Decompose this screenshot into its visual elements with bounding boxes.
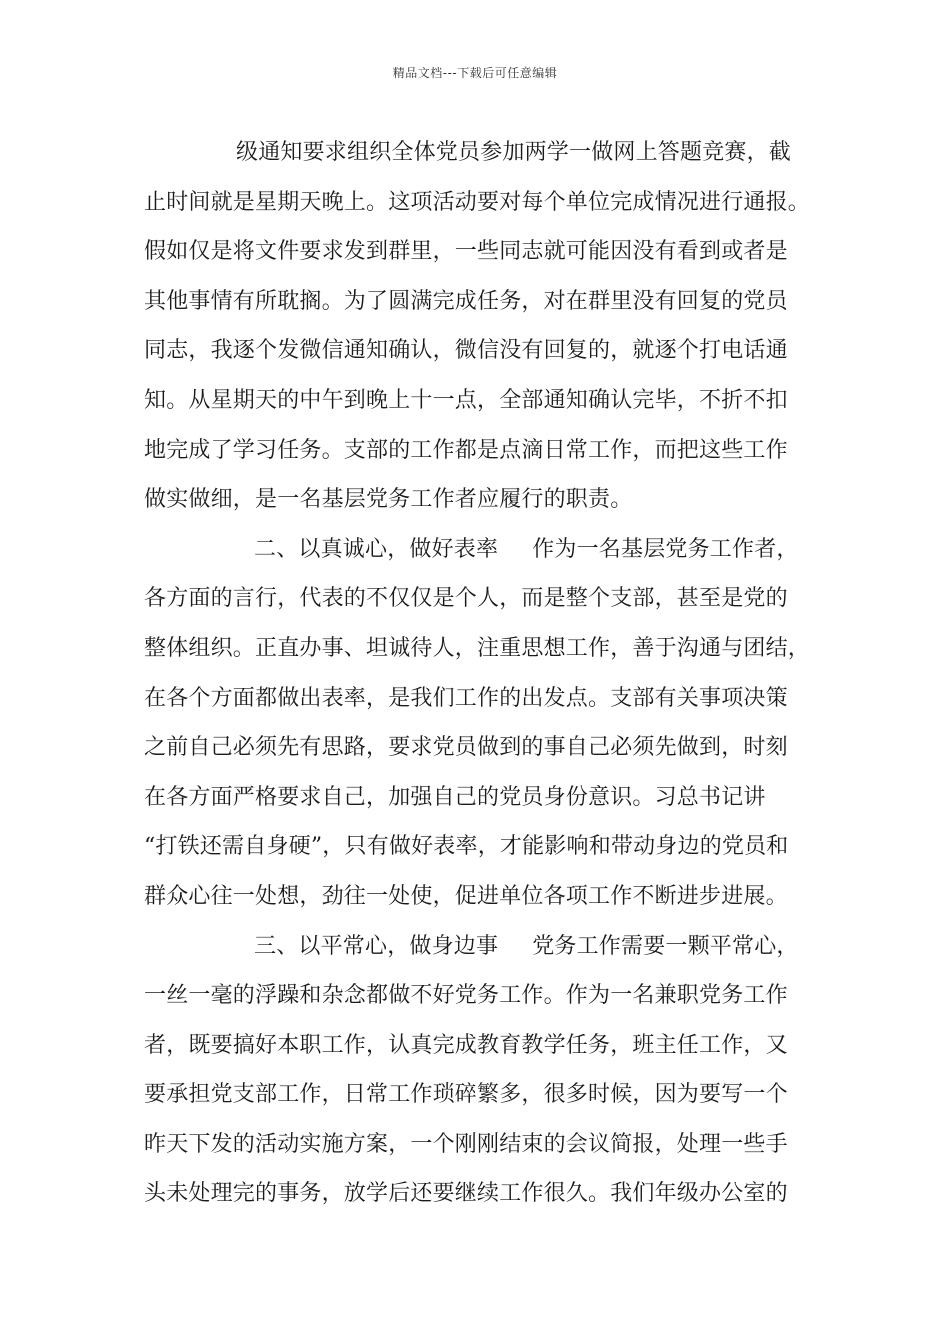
paragraph-line: 止时间就是星期天晚上。这项活动要对每个单位完成情况进行通报。	[144, 189, 811, 215]
paragraph-line: 各方面的言行，代表的不仅仅是个人，而是整个支部，甚至是党的	[144, 586, 788, 612]
paragraph-line: 做实做细，是一名基层党务工作者应履行的职责。	[144, 487, 633, 513]
paragraph-line: “打铁还需自身硬”，只有做好表率，才能影响和带动身边的党员和	[144, 834, 789, 860]
paragraph-line: 假如仅是将文件要求发到群里，一些同志就可能因没有看到或者是	[144, 239, 788, 265]
paragraph-line: 同志，我逐个发微信通知确认，微信没有回复的，就逐个打电话通	[144, 338, 788, 364]
paragraph-line: 之前自己必须先有思路，要求党员做到的事自己必须先做到，时刻	[144, 735, 788, 761]
paragraph-line: 者，既要搞好本职工作，认真完成教育教学任务，班主任工作，又	[144, 1032, 788, 1058]
page-header: 精品文档---下载后可任意编辑	[392, 66, 558, 80]
paragraph-line: 在各方面严格要求自己，加强自己的党员身份意识。习总书记讲	[144, 784, 766, 810]
paragraph-line: 昨天下发的活动实施方案，一个刚刚结束的会议简报，处理一些手	[144, 1131, 788, 1157]
section-heading: 三、以平常心，做身边事	[254, 933, 499, 959]
paragraph-line: 其他事情有所耽搁。为了圆满完成任务，对在群里没有回复的党员	[144, 288, 788, 314]
paragraph-line: 头未处理完的事务，放学后还要继续工作很久。我们年级办公室的	[144, 1181, 788, 1207]
paragraph-line: 一丝一毫的浮躁和杂念都做不好党务工作。作为一名兼职党务工作	[144, 983, 788, 1009]
section-heading-line	[144, 525, 808, 575]
section-heading: 二、以真诚心，做好表率	[254, 536, 499, 562]
paragraph-line: 整体组织。正直办事、坦诚待人，注重思想工作，善于沟通与团结，	[144, 635, 811, 661]
paragraph-line: 知。从星期天的中午到晚上十一点，全部通知确认完毕，不折不扣	[144, 387, 788, 413]
section-heading-line	[144, 922, 808, 972]
paragraph-line: 要承担党支部工作，日常工作琐碎繁多，很多时候，因为要写一个	[144, 1082, 788, 1108]
paragraph-line-start: 作为一名基层党务工作者，	[532, 536, 799, 562]
paragraph-line: 地完成了学习任务。支部的工作都是点滴日常工作，而把这些工作	[144, 437, 788, 463]
paragraph-line: 群众心往一处想，劲往一处使，促进单位各项工作不断进步进展。	[144, 883, 788, 909]
document-body	[144, 128, 811, 1219]
paragraph-line: 级通知要求组织全体党员参加两学一做网上答题竞赛，截	[236, 140, 792, 165]
paragraph-line: 在各个方面都做出表率，是我们工作的出发点。支部有关事项决策	[144, 685, 788, 711]
paragraph-line-start: 党务工作需要一颗平常心，	[532, 933, 799, 959]
